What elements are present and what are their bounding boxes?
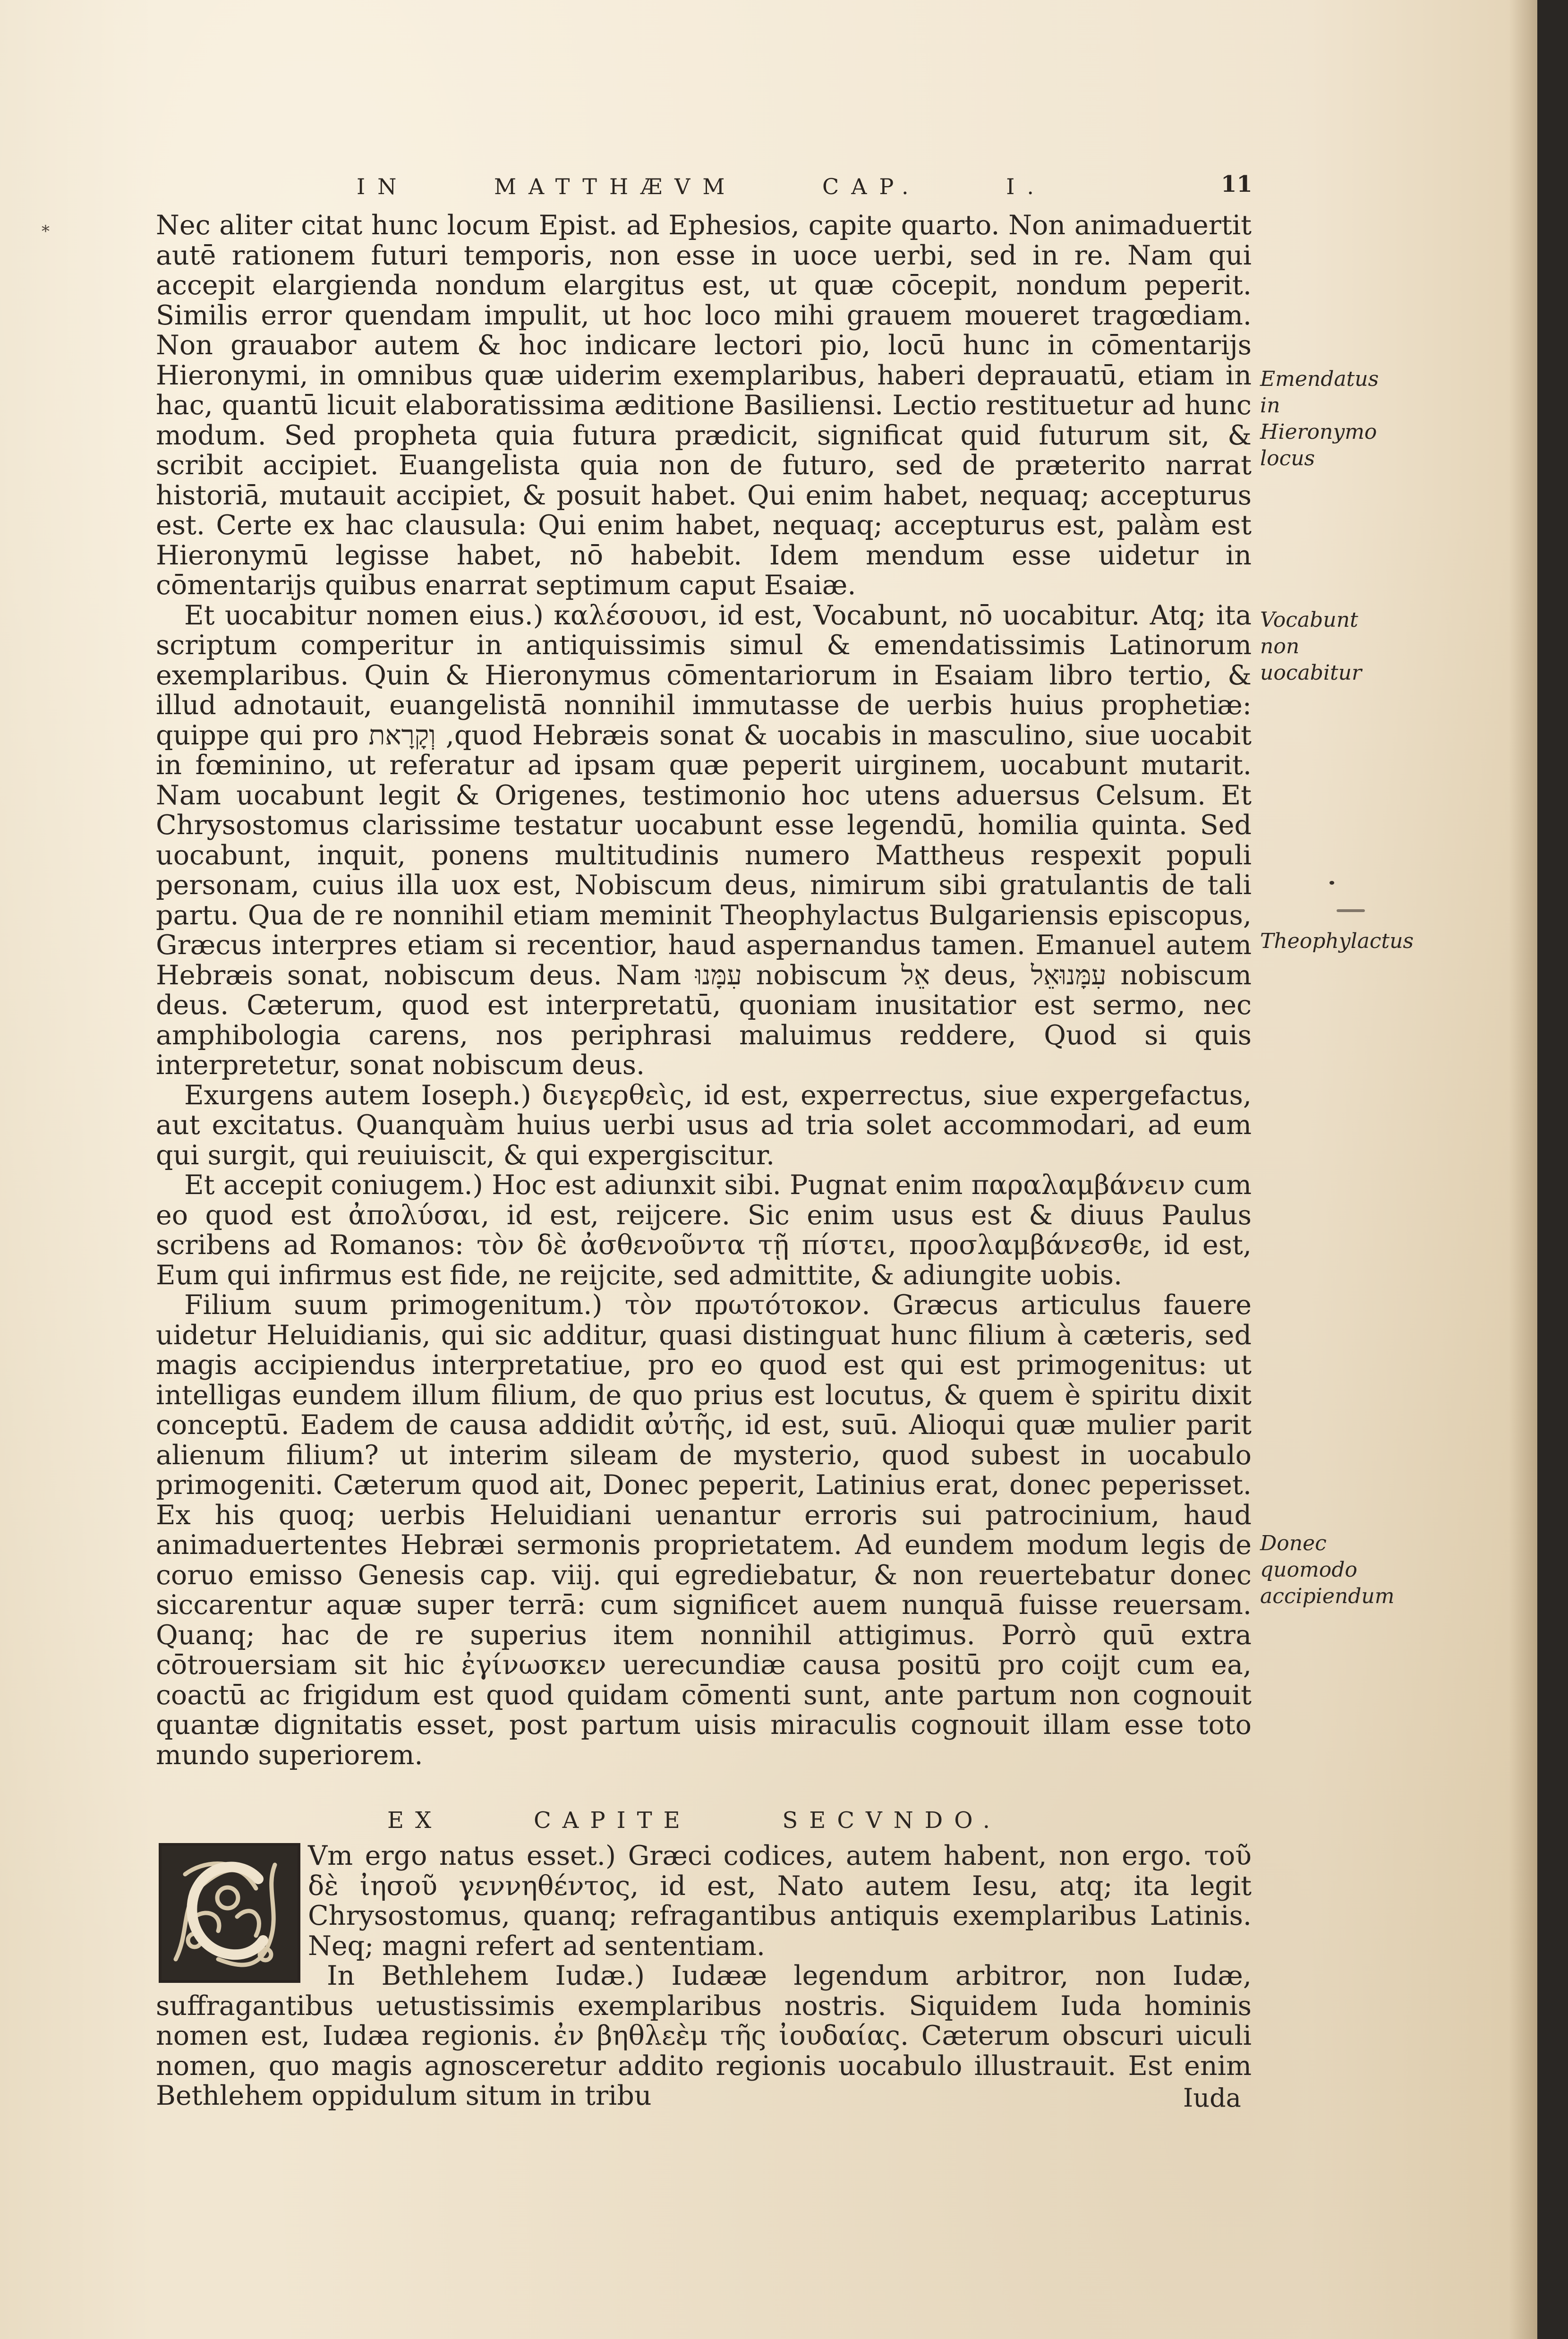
marginal-note-vocabunt: Vocabunt non uocabitur bbox=[1260, 608, 1362, 685]
marginal-note-emendatus: Emendatus in Hieronymo locus bbox=[1260, 367, 1379, 470]
ink-speck bbox=[1329, 881, 1334, 885]
paragraph: Et accepit coniugem.) Hoc est adiunxit sibi. Pugnat enim παραλαμβάνειν cum eo quod est ἀπολύσαι, id est, reijcere. Sic enim usus est & diuus Paulus scribens ad Romanos: τὸν δὲ ἀσθενοῦντα τῇ πίστει, προσλαμβάνεσθε, id est, Eum qui infirmus est fide, ne reijcite, sed admittite, & adiungite uobis. bbox=[156, 1170, 1252, 1291]
paragraph: Vm ergo natus esset.) Græci codices, autem habent, non ergo. τοῦ δὲ ἰησοῦ γεννηθέντος, id est, Nato autem Iesu, atq; ita legit Chrysostomus, quanq; refragantibus antiquis exemplaribus Latinis. Neq; magni refert ad sententiam. bbox=[308, 1840, 1252, 1962]
ink-speck bbox=[1337, 909, 1365, 912]
paragraph: Filium suum primogenitum.) τὸν πρωτότοκον. Græcus articulus fauere uidetur Heluidianis, qui sic additur, quasi distinguat hunc filium à cæteris, sed magis accipiendus interpretatiue, pro eo quod est qui est primogenitus: ut intelligas eundem illum filium, de quo prius est locutus, & quem è spiritu dixit conceptū. Eadem de causa addidit αὐτῆς, id est, suū. Alioqui quæ mulier parit alienum filium? ut interim sileam de mysterio, quod subest in uocabulo primogeniti. Cæterum quod ait, Donec peperit, Latinius erat, donec peperisset. Ex his quoq; uerbis Heluidiani uenantur erroris sui patrocinium, haud animaduertentes Hebræi sermonis proprietatem. Ad eundem modum legis de coruo emisso Genesis cap. viij. qui egrediebatur, & non reuertebatur donec siccarentur aquæ super terrā: cum significet auem nunquā fuisse reuersam. Quanq; hac de re superius item nonnihil attigimus. Porrò quū extra cōtrouersiam sit hic ἐγίνωσκεν uerecundiæ causa positū pro coijt cum ea, coactū ac frigidum est quod quidam cōmenti sunt, ante partum non cognouit quantæ dignitatis esset, post partum uisis miraculis cognouit illam esse toto mundo superiorem. bbox=[156, 1289, 1252, 1771]
header-word: I. bbox=[1006, 174, 1046, 199]
margin-mark: * bbox=[42, 222, 50, 241]
marginal-note-theophylactus: Theophylactus bbox=[1260, 929, 1414, 953]
body-text bbox=[156, 211, 1252, 1770]
chapter-text bbox=[156, 1841, 1252, 2111]
header-word: MATTHÆVM bbox=[494, 174, 737, 199]
paragraph: Et uocabitur nomen eius.) καλέσουσι, id est, Vocabunt, nō uocabitur. Atq; ita scriptum comperitur in antiquissimis simul & emendatissimis Latinorum exemplaribus. Quin & Hieronymus cōmentariorum in Esaiam libro tertio, & illud adnotauit, euangelistā nonnihil immutasse de uerbis huius prophetiæ: quippe qui pro וְקָרָאת ,quod Hebræis sonat & uocabis in masculino, siue uocabit in fœminino, ut referatur ad ipsam quæ peperit uirginem, uocabunt mutarit. Nam uocabunt legit & Origenes, testimonio hoc utens aduersus Celsum. Et Chrysostomus clarissime testatur uocabunt esse legendū, homilia quinta. Sed uocabunt, inquit, ponens multitudinis numero Mattheus respexit populi personam, cuius illa uox est, Nobiscum deus, nimirum sibi gratulantis de tali partu. Qua de re nonnihil etiam meminit Theophylactus Bulgariensis episcopus, Græcus interpres etiam si recentior, haud aspernandus tamen. Emanuel autem Hebræis sonat, nobiscum deus. Nam עִמָּנוּ nobiscum אֵל deus, עִמָּנוּאֵל nobiscum deus. Cæterum, quod est interpretatū, quoniam inusitatior est sermo, nec amphibologia carens, nos periphrasi maluimus reddere, Quod si quis interpretetur, sonat nobiscum deus. bbox=[156, 599, 1252, 1081]
page-edge-shadow bbox=[1509, 0, 1537, 2339]
paragraph: In Bethlehem Iudæ.) Iudææ legendum arbitror, non Iudæ, suffragantibus uetustissimis exemplaribus nostris. Siquidem Iuda hominis nomen est, Iudæa regionis. ἐν βηθλεὲμ τῆς ἰουδαίας. Cæterum obscuri uiculi nomen, quo magis agnosceretur addito regionis uocabulo illustrauit. Est enim Bethlehem oppidulum situm in tribu bbox=[156, 1960, 1252, 2111]
foliage-ornament bbox=[162, 1846, 298, 1980]
section-title bbox=[387, 1807, 1001, 1834]
section-title-word: SECVNDO. bbox=[782, 1807, 1001, 1834]
paragraph: Nec aliter citat hunc locum Epist. ad Ephesios, capite quarto. Non animaduertit autē rationem futuri temporis, non esse in uoce uerbi, sed in re. Nam qui accepit elargienda nondum elargitus est, ut quæ cōcepit, nondum peperit. Similis error quendam impulit, ut hoc loco mihi grauem moueret tragœdiam. Non grauabor autem & hoc indicare lectori pio, locū hunc in cōmentarijs Hieronymi, in omnibus quæ uiderim exemplaribus, haberi deprauatū, etiam in hac, quantū licuit elaboratissima æditione Basiliensi. Lectio restituetur ad hunc modum. Sed propheta quia futura prædicit, significat quid futurum sit, & scribit accipiet. Euangelista quia non de futuro, sed de præterito narrat historiā, mutauit accipiet, & posuit habet. Qui enim habet, nequaq; accepturus est. Certe ex hac clausula: Qui enim habet, nequaq; accepturus est, palàm est Hieronymū legisse habet, nō habebit. Idem mendum esse uidetur in cōmentarijs quibus enarrat septimum caput Esaiæ. bbox=[156, 210, 1252, 601]
running-header bbox=[357, 174, 1046, 199]
header-word: CAP. bbox=[822, 174, 921, 199]
catchword: Iuda bbox=[1183, 2083, 1241, 2113]
decorated-initial-c bbox=[159, 1843, 300, 1983]
paragraph: Exurgens autem Ioseph.) διεγερθεὶς, id est, experrectus, siue expergefactus, aut excitatus. Quanquàm huius uerbi usus ad tria solet accommodari, ad eum qui surgit, qui reuiuiscit, & qui expergiscitur. bbox=[156, 1079, 1252, 1171]
marginal-note-donec: Donec quomodo accipiendum bbox=[1260, 1531, 1395, 1608]
section-title-word: EX bbox=[387, 1807, 443, 1834]
header-word: IN bbox=[357, 174, 409, 199]
folio-number: 11 bbox=[1221, 171, 1253, 197]
section-title-word: CAPITE bbox=[533, 1807, 691, 1834]
